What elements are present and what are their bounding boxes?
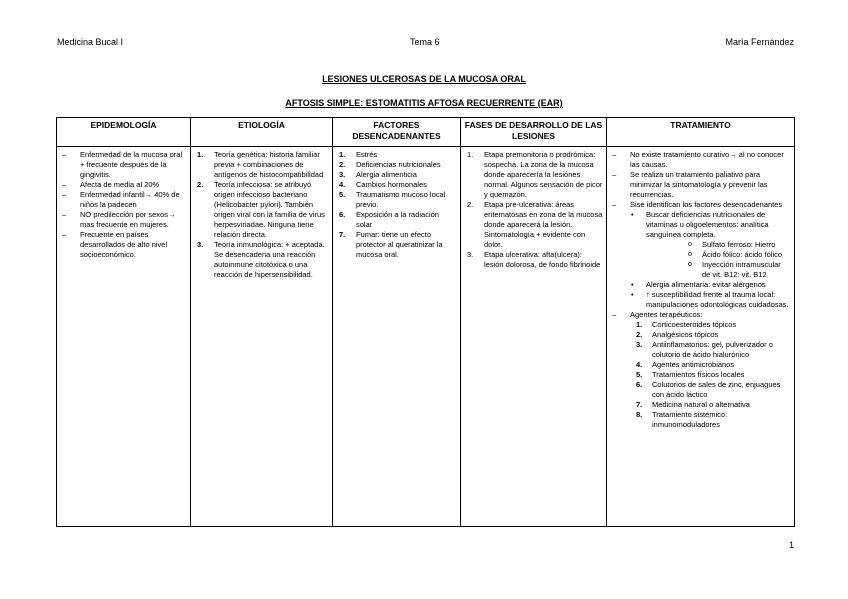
main-title: LESIONES ULCEROSAS DE LA MUCOSA ORAL bbox=[322, 74, 526, 84]
list-item: – Afecta de media al 20% bbox=[60, 180, 187, 190]
col-header-etiologia: ETIOLOGÍA bbox=[191, 118, 333, 147]
list-item: o Ácido fólico: ácido fólico bbox=[688, 250, 791, 260]
list-item bbox=[610, 200, 791, 310]
list-item: Antiinflamatorios: gel, pulverizador o colutorio de ácido hialurónico bbox=[652, 340, 773, 359]
cell-factores bbox=[333, 147, 461, 527]
list-item: Etapa pre-ulcerativa: áreas eritematosas en zona de la mucosa donde aparecerá la lesión. Sintomatología + evidente con dolor. bbox=[484, 200, 603, 249]
list-item-text: Buscar deficiencias nutricionales de vitaminas u oligoelementos: analítica sanguínea completa. bbox=[646, 210, 769, 239]
list-item: Traumatismo mucoso local previo. bbox=[356, 190, 446, 209]
col-header-factores: FACTORES DESENCADENANTES bbox=[333, 118, 461, 147]
list-item: Agentes antimicrobianos bbox=[652, 360, 735, 369]
cell-epidemiologia bbox=[57, 147, 191, 527]
list-item bbox=[626, 210, 791, 280]
list-item-text: Agentes terapéuticos: bbox=[630, 310, 703, 319]
list-item: – Enfermedad infantil→ 40% de niños la padecen bbox=[60, 190, 187, 210]
list-item: Cambios hormonales bbox=[356, 180, 427, 189]
list-item: Medicina natural o alternativa bbox=[652, 400, 750, 409]
cell-etiologia bbox=[191, 147, 333, 527]
list-item: Etapa premonitoria o prodrómica: sospecha. La zona de la mucosa donde aparecería la lesiónes normal. Algunos sensación de picor y quemazón. bbox=[484, 150, 603, 199]
list-item: Deficiencias nutricionales bbox=[356, 160, 441, 169]
header-center: Tema 6 bbox=[410, 37, 440, 47]
sub-title: AFTOSIS SIMPLE: ESTOMATITIS AFTOSA RECUERRENTE (EAR) bbox=[285, 98, 563, 108]
cell-fases bbox=[461, 147, 607, 527]
list-item: – Frecuente en países desarrollados de alto nivel socioeconómico. bbox=[60, 230, 187, 260]
list-item: Teoría infecciosa: se atribuyó origen infeccioso bacteriano (Helicobacter pylori). También origen viral con la familia de virus herpesviriadae. Ninguna tiene relación directa. bbox=[214, 180, 325, 239]
col-header-tratamiento: TRATAMIENTO bbox=[607, 118, 795, 147]
list-item: Tratamiento sistémico: inmunomoduladores bbox=[652, 410, 728, 429]
cell-tratamiento bbox=[607, 147, 795, 527]
list-item: Colutorios de sales de zinc, enjuagues con ácido láctico bbox=[652, 380, 781, 399]
list-item: Tratamientos físicos locales bbox=[652, 370, 745, 379]
list-item: Teoría genética: historia familiar previa + combinaciones de antígenos de histocompatibilidad bbox=[214, 150, 324, 179]
list-item: – NO predilección por sexos→ mas frecuente en mujeres. bbox=[60, 210, 187, 230]
list-item bbox=[610, 310, 791, 430]
list-item: • ↑ susceptibilidad frente al trauma local: manipulaciones odontológicas cuidadosas. bbox=[626, 290, 791, 310]
header-right: María Fernández bbox=[725, 37, 794, 47]
col-header-fases: FASES DE DESARROLLO DE LAS LESIONES bbox=[461, 118, 607, 147]
list-item: Exposición a la radiación solar bbox=[356, 210, 439, 229]
list-item: Analgésicos tópicos bbox=[652, 330, 719, 339]
list-item-text: Sise identifican los factores desencadenantes bbox=[630, 200, 783, 209]
lesions-table bbox=[56, 117, 795, 527]
list-item: – No existe tratamiento curativo→ al no conocer las causas. bbox=[610, 150, 791, 170]
table-row bbox=[57, 147, 795, 527]
list-item: • Alergia alimentaria: evitar alérgenos bbox=[626, 280, 791, 290]
header-left: Medicina Bucal I bbox=[57, 37, 124, 47]
list-item: Estrés bbox=[356, 150, 378, 159]
list-item: Alergia alimenticia bbox=[356, 170, 417, 179]
list-item: o Inyección intramuscular de vit. B12: vit. B12 bbox=[688, 260, 791, 280]
col-header-epidemiologia: EPIDEMOLOGÍA bbox=[57, 118, 191, 147]
page-number: 1 bbox=[788, 540, 794, 550]
list-item: Corticoesteroides tópicos bbox=[652, 320, 737, 329]
list-item: – Se realiza un tratamiento paliativo para minimizar la sintomatología y prevenir las recurrencias. bbox=[610, 170, 791, 200]
table-header-row bbox=[57, 118, 795, 147]
list-item: o Sulfato ferroso: Hierro bbox=[688, 240, 791, 250]
list-item: Fumar: tiene un efecto protector al queratinizar la mucosa oral. bbox=[356, 230, 443, 259]
list-item: – Enfermedad de la mucosa oral + frecuente después de la gingivitis. bbox=[60, 150, 187, 180]
list-item: Teoría inmunológica: + aceptada. Se desencadena una reacción autoinmune citotóxica o una reacción de hipersensibilidad. bbox=[214, 240, 325, 279]
list-item: Etapa ulcerativa: afta(ulcera): lesión dolorosa, de fondo fibrinoide bbox=[484, 250, 601, 269]
